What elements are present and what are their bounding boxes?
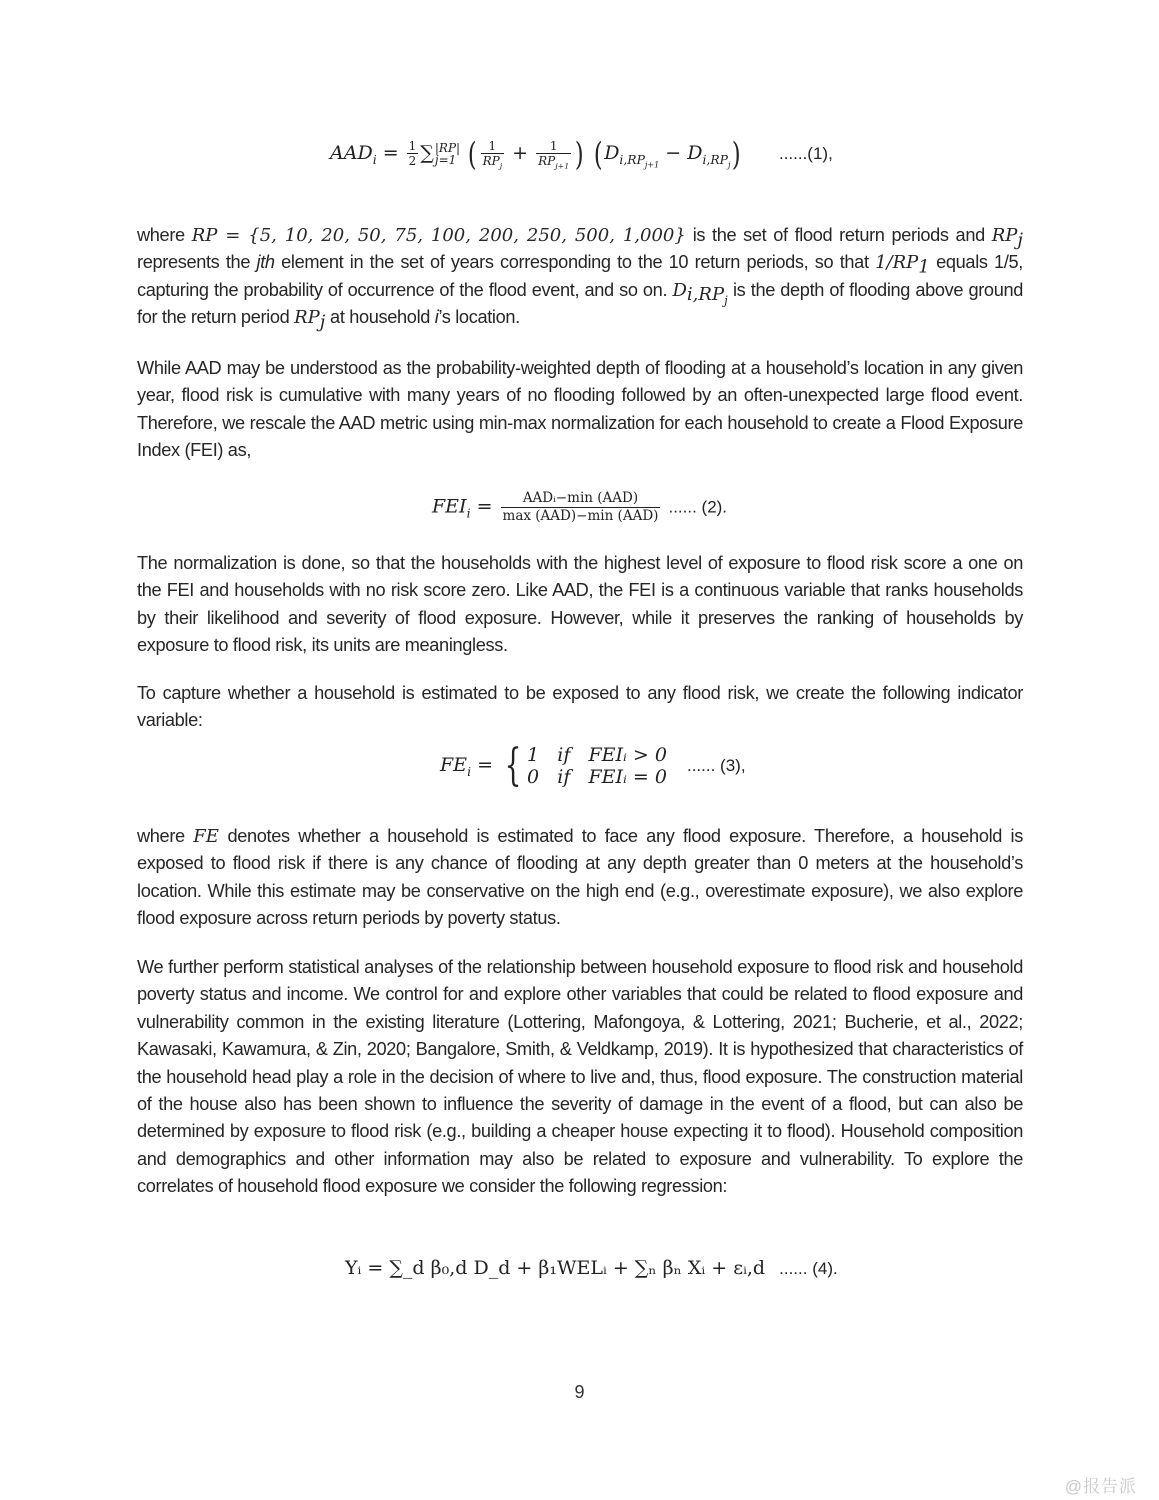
eq2-lhs-sub: i	[466, 506, 471, 521]
equation-2: $FEI_i$ = $\frac{\text{AADᵢ−min (AAD)}}{\text{max (AAD)−min (AAD)}}$ ...... (2).	[432, 490, 728, 524]
eq1-frac2-den: RP	[538, 154, 556, 168]
eq1-frac1	[481, 139, 505, 169]
eq1-number: ......(1),	[778, 144, 833, 163]
p5-text-b: denotes whether a household is estimated to face any flood exposure. Therefore, a household is exposed to flood risk if there is any chance of flooding at any depth greater than 0 meters at the household’s location. While this estimate may be conservative on the high end (e.g., overestimate exposure), we also explore flood exposure across return periods by poverty status.	[137, 826, 1023, 929]
eq3-case-2: 0 if FEIᵢ = 0	[527, 766, 667, 788]
eq4-expression: Yᵢ = ∑_d β₀,d D_d + β₁WELᵢ + ∑ₙ βₙ Xᵢ + εᵢ,d	[345, 1257, 766, 1279]
equation-4	[345, 1257, 838, 1279]
p1-jth: jth	[256, 252, 275, 273]
eq1-frac1-den-sub: j	[499, 161, 503, 171]
equation-3: $FE_i$ = { 1 if FEIᵢ > 0 0 if FEIᵢ = 0 ...... (3),	[440, 740, 746, 791]
eq1-lhs: AAD	[330, 142, 373, 164]
p3-text: The normalization is done, so that the households with the highest level of exposure to flood risk score a one on the FEI and households with no risk score zero. Like AAD, the FEI is a continuous variable that ranks households by their likelihood and severity of flood exposure. However, while it preserves the ranking of households by exposure to flood risk, its units are meaningless.	[137, 553, 1023, 656]
paragraph-statistical-analyses	[137, 954, 1023, 1201]
eq1-frac2-den-sub: j+1	[555, 161, 570, 171]
p1-text-c: represents the	[137, 252, 257, 273]
eq3-lhs: FE	[440, 754, 468, 776]
p1-dirp-sub: i,RP	[686, 284, 725, 306]
eq1-half-den: 2	[408, 154, 417, 168]
eq2-numerator: AADᵢ−min (AAD)	[501, 490, 661, 508]
eq1-term2: D	[687, 142, 703, 164]
eq1-frac2	[536, 139, 571, 169]
p1-text-f: is the depth of flooding above ground for the return period	[137, 279, 1023, 328]
eq1-lhs-sub: i	[372, 152, 377, 167]
p1-rp1-sub: 1	[918, 257, 930, 279]
p1-dirp-subsub: j	[724, 294, 728, 309]
p1-rpj: RP	[991, 225, 1018, 246]
eq4-number: ...... (4).	[779, 1259, 838, 1278]
paragraph-flood-exposure	[137, 823, 1023, 933]
eq1-term1: D	[604, 142, 620, 164]
eq1-term2-sub: i,RP	[702, 152, 728, 167]
page-number: 9	[574, 1382, 585, 1402]
eq2-lhs: FEI	[432, 495, 467, 518]
eq1-sum-sub: j=1	[434, 153, 457, 167]
p1-rpj2: RP	[294, 307, 320, 329]
p1-text-e: equals 1/5, capturing the probability of occurrence of the flood event, and so on.	[137, 252, 1023, 300]
paragraph-indicator	[137, 680, 1023, 735]
eq1-term1-subsub: j+1	[644, 160, 660, 170]
watermark: @报告派	[1064, 1477, 1137, 1496]
p5-fe: FE	[193, 826, 219, 847]
eq3-case-1: 1 if FEIᵢ > 0	[527, 744, 667, 766]
eq1-frac2-num: 1	[536, 139, 571, 154]
eq2-fraction	[501, 490, 661, 525]
eq3-cases	[527, 744, 667, 788]
p1-rpj2-sub: j	[319, 311, 326, 333]
eq1-half	[407, 139, 419, 169]
eq3-lhs-sub: i	[467, 764, 472, 779]
paragraph-normalization	[137, 550, 1023, 660]
paragraph-return-periods	[137, 222, 1023, 332]
p1-rp-set: RP = {5, 10, 20, 50, 75, 100, 200, 250, 500, 1,000}	[191, 225, 686, 246]
eq1-frac1-num: 1	[481, 139, 505, 154]
eq1-sum-sup: |RP|	[434, 141, 461, 155]
p1-dirp: D	[672, 279, 687, 301]
p1-text-h: ’s location.	[438, 307, 520, 328]
p1-text-b: is the set of flood return periods and	[685, 225, 992, 245]
p6-text: We further perform statistical analyses of the relationship between household exposure to flood risk and household poverty status and income. We control for and explore other variables that could be related to flood exposure and vulnerability common in the existing literature (Lottering, Mafongoya, & Lottering, 2021; Bucherie, et al., 2022; Kawasaki, Kawamura, & Zin, 2020; Bangalore, Smith, & Veldkamp, 2019). It is hypothesized that characteristics of the household head play a role in the decision of where to live and, thus, flood exposure. The construction material of the house also has been shown to influence the severity of damage in the event of a flood, but can also be determined by exposure to flood risk (e.g., building a cheaper house expecting it to flood). Household composition and demographics and other information may also be related to exposure and vulnerability. To explore the correlates of household flood exposure we consider the following regression:	[137, 957, 1023, 1197]
p2-text: While AAD may be understood as the probability-weighted depth of flooding at a household’s location in any given year, flood risk is cumulative with many years of no flooding followed by an often-unexpected large flood event. Therefore, we rescale the AAD metric using min-max normalization for each household to create a Flood Exposure Index (FEI) as,	[137, 358, 1023, 461]
eq3-number: ...... (3),	[686, 756, 746, 775]
p5-text-a: where	[137, 826, 194, 846]
p1-text-d: element in the set of years corresponding to the 10 return periods, so that	[274, 252, 876, 273]
p1-text-a: where	[137, 225, 192, 245]
eq2-number: ...... (2).	[668, 497, 728, 517]
equation-1: $AAD_i$ = $\frac{1}{2}$ ∑ |RP| j=1 ( $\frac{1}{RP_j}$ + $\frac{1}{RP_{j+1}}$ ) $(D_{i,RP_{j+1}} - D_{i,RP_j})$ ......(1),	[330, 135, 833, 173]
eq1-half-num: 1	[408, 139, 417, 153]
p1-i: i	[434, 307, 439, 328]
paragraph-aad-rescale	[137, 355, 1023, 465]
p1-text-g: at household	[325, 307, 435, 328]
p1-rp1: 1/RP	[875, 252, 919, 274]
eq1-term2-subsub: j	[727, 160, 731, 170]
eq1-term1-sub: i,RP	[619, 152, 645, 167]
eq1-frac1-den: RP	[482, 154, 500, 168]
p1-rpj-sub: j	[1017, 229, 1023, 251]
p4-text: To capture whether a household is estimated to be exposed to any flood risk, we create the following indicator variable:	[137, 683, 1023, 731]
eq2-denominator: max (AAD)−min (AAD)	[502, 508, 659, 524]
